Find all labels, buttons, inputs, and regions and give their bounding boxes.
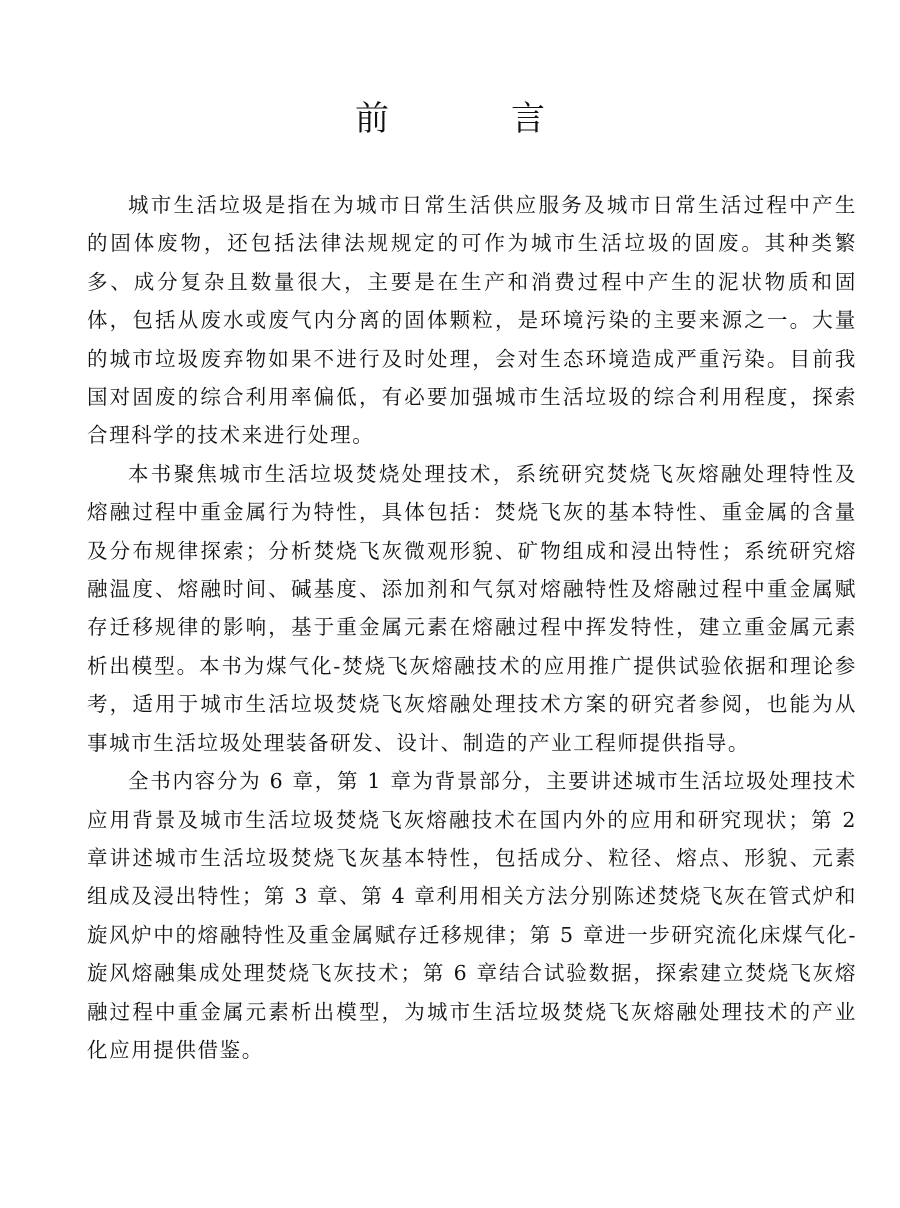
preface-body: [87, 186, 857, 1069]
paragraph-3: 全书内容分为 6 章，第 1 章为背景部分，主要讲述城市生活垃圾处理技术应用背景及城市生活垃圾焚烧飞灰熔融技术在国内外的应用和研究现状；第 2 章讲述城市生活垃圾焚烧飞灰基本特性，包括成分、粒径、熔点、形貌、元素组成及浸出特性；第 3 章、第 4 章利用相关方法分别陈述焚烧飞灰在管式炉和旋风炉中的熔融特性及重金属赋存迁移规律；第 5 章进一步研究流化床煤气化-旋风熔融集成处理焚烧飞灰技术；第 6 章结合试验数据，探索建立焚烧飞灰熔融过程中重金属元素析出模型，为城市生活垃圾焚烧飞灰熔融处理技术的产业化应用提供借鉴。: [87, 769, 857, 1062]
paragraph-1: 城市生活垃圾是指在为城市日常生活供应服务及城市日常生活过程中产生的固体废物，还包括法律法规规定的可作为城市生活垃圾的固废。其种类繁多、成分复杂且数量很大，主要是在生产和消费过程中产生的泥状物质和固体，包括从废水或废气内分离的固体颗粒，是环境污染的主要来源之一。大量的城市垃圾废弃物如果不进行及时处理，会对生态环境造成严重污染。目前我国对固废的综合利用率偏低，有必要加强城市生活垃圾的综合利用程度，探索合理科学的技术来进行处理。: [87, 193, 857, 448]
paragraph-2: 本书聚焦城市生活垃圾焚烧处理技术，系统研究焚烧飞灰熔融处理特性及熔融过程中重金属行为特性，具体包括：焚烧飞灰的基本特性、重金属的含量及分布规律探索；分析焚烧飞灰微观形貌、矿物组成和浸出特性；系统研究熔融温度、熔融时间、碱基度、添加剂和气氛对熔融特性及熔融过程中重金属赋存迁移规律的影响，基于重金属元素在熔融过程中挥发特性，建立重金属元素析出模型。本书为煤气化-焚烧飞灰熔融技术的应用推广提供试验依据和理论参考，适用于城市生活垃圾焚烧飞灰熔融处理技术方案的研究者参阅，也能为从事城市生活垃圾处理装备研发、设计、制造的产业工程师提供指导。: [87, 461, 857, 755]
page-title: 前 言: [355, 98, 589, 139]
